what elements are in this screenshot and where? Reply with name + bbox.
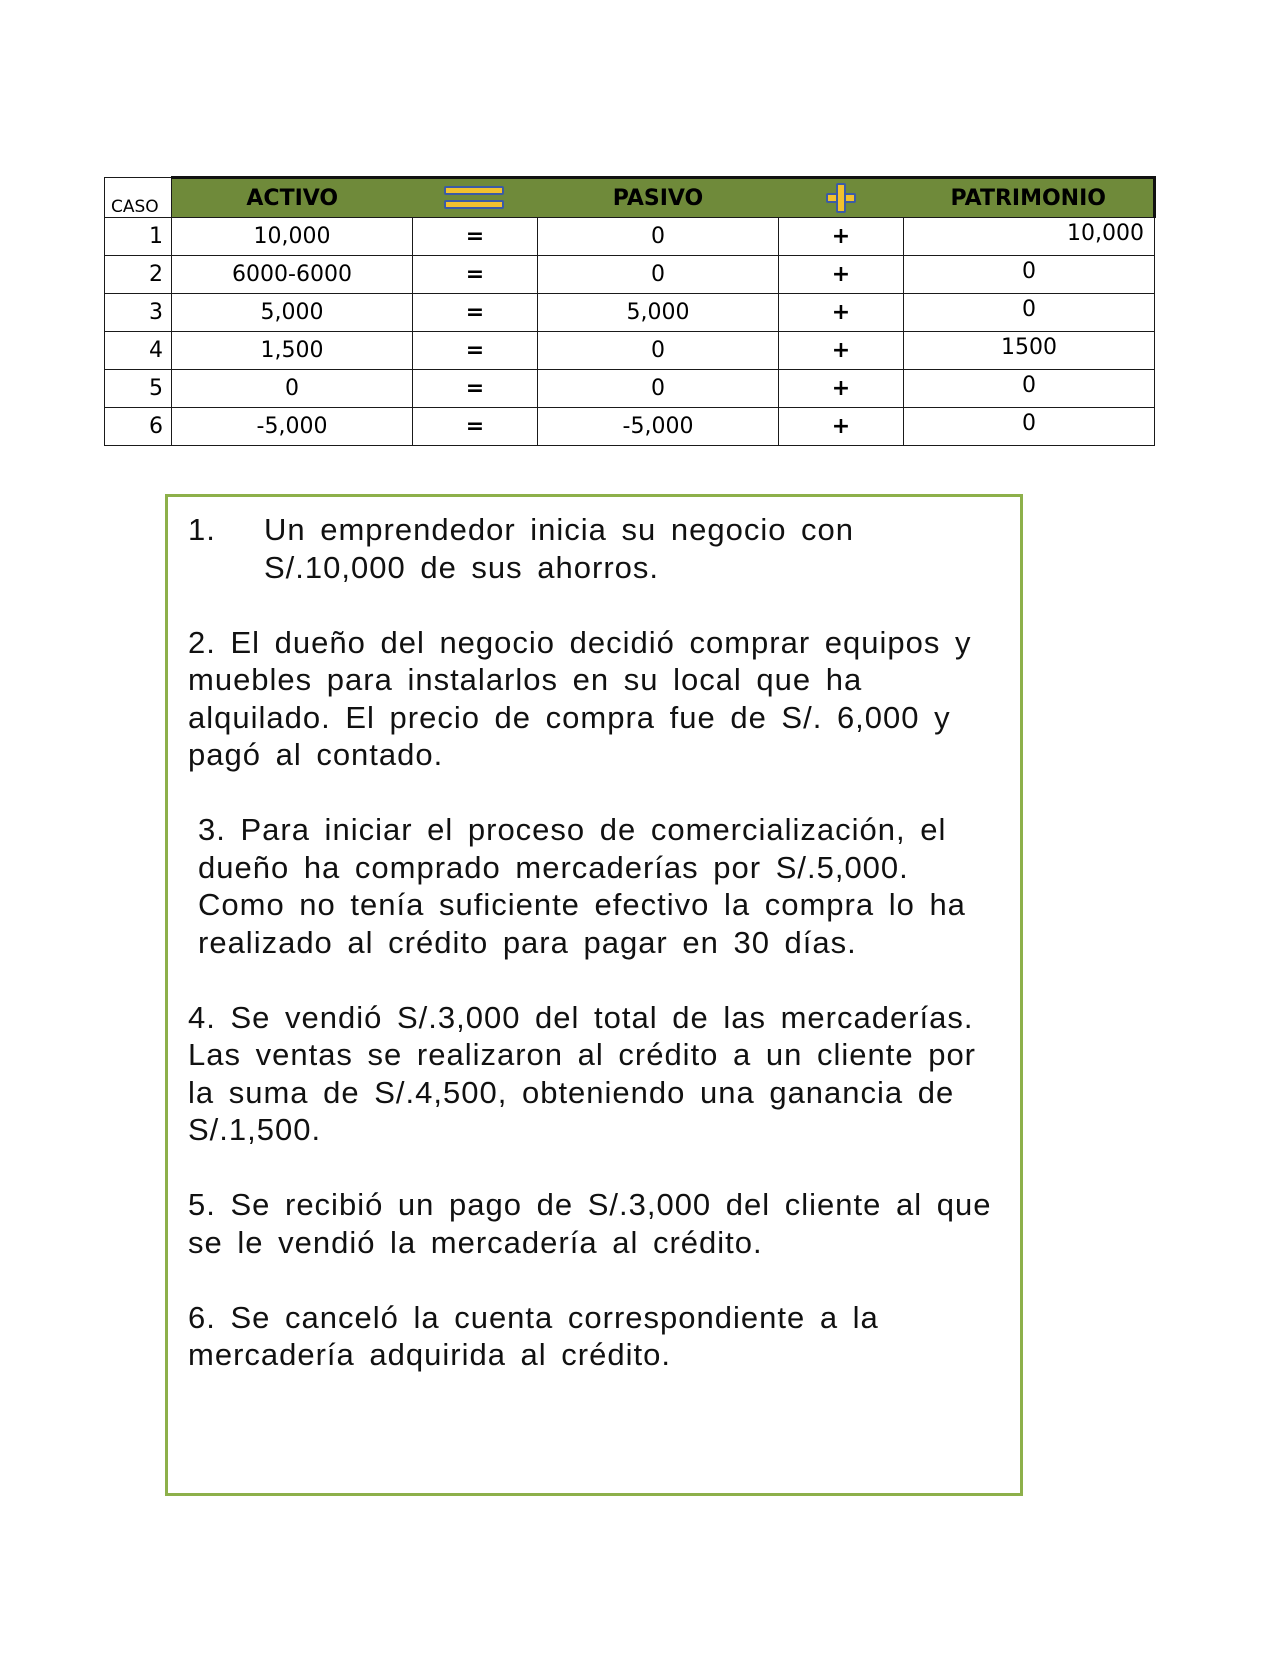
accounting-equation-table bbox=[104, 176, 1156, 446]
table-row bbox=[105, 408, 1155, 446]
header-patrimonio: PATRIMONIO bbox=[904, 178, 1155, 218]
header-equals bbox=[413, 178, 538, 218]
table-row bbox=[105, 294, 1155, 332]
header-activo: ACTIVO bbox=[172, 178, 413, 218]
cell-caso: 3 bbox=[105, 294, 172, 332]
cell-pasivo: 0 bbox=[538, 218, 779, 256]
case-item: 2. El dueño del negocio decidió comprar equipos y muebles para instalarlos en su local que ha alquilado. El precio de compra fue de S/. 6,000 y pagó al contado. bbox=[188, 624, 972, 772]
plus-icon bbox=[826, 183, 856, 213]
cell-equals: = bbox=[413, 332, 538, 370]
cell-pasivo: -5,000 bbox=[538, 408, 779, 446]
cell-plus: + bbox=[779, 256, 904, 294]
cases-description-box bbox=[165, 494, 1023, 1496]
cell-plus: + bbox=[779, 332, 904, 370]
cell-equals: = bbox=[413, 370, 538, 408]
cell-patrimonio: 0 bbox=[904, 370, 1155, 408]
cell-pasivo: 0 bbox=[538, 370, 779, 408]
case-item: 3. Para iniciar el proceso de comercialización, el dueño ha comprado mercaderías por S/.5,000. Como no tenía suficiente efectivo la compra lo ha realizado al crédito para pagar en 30 días. bbox=[198, 812, 966, 960]
cell-equals: = bbox=[413, 256, 538, 294]
cell-equals: = bbox=[413, 408, 538, 446]
cell-equals: = bbox=[413, 218, 538, 256]
cell-caso: 6 bbox=[105, 408, 172, 446]
cell-patrimonio: 10,000 bbox=[904, 218, 1155, 256]
case-text: Un emprendedor inicia su negocio con S/.10,000 de sus ahorros. bbox=[264, 512, 855, 585]
header-caso: CASO bbox=[105, 178, 172, 218]
table-row bbox=[105, 332, 1155, 370]
cell-patrimonio: 0 bbox=[904, 294, 1155, 332]
cell-pasivo: 0 bbox=[538, 256, 779, 294]
cell-activo: 1,500 bbox=[172, 332, 413, 370]
cell-plus: + bbox=[779, 294, 904, 332]
cell-caso: 1 bbox=[105, 218, 172, 256]
cell-equals: = bbox=[413, 294, 538, 332]
header-pasivo: PASIVO bbox=[538, 178, 779, 218]
table-header-row bbox=[105, 178, 1155, 218]
cell-patrimonio: 1500 bbox=[904, 332, 1155, 370]
cell-activo: 10,000 bbox=[172, 218, 413, 256]
case-item bbox=[188, 511, 1000, 586]
cell-patrimonio: 0 bbox=[904, 408, 1155, 446]
cell-activo: -5,000 bbox=[172, 408, 413, 446]
cell-pasivo: 0 bbox=[538, 332, 779, 370]
header-plus bbox=[779, 178, 904, 218]
cell-plus: + bbox=[779, 218, 904, 256]
case-item: 6. Se canceló la cuenta correspondiente a la mercadería adquirida al crédito. bbox=[188, 1299, 879, 1372]
table-row bbox=[105, 218, 1155, 256]
case-item: 5. Se recibió un pago de S/.3,000 del cliente al que se le vendió la mercadería al crédito. bbox=[188, 1187, 992, 1260]
cell-pasivo: 5,000 bbox=[538, 294, 779, 332]
table-row bbox=[105, 370, 1155, 408]
equals-icon bbox=[444, 184, 506, 212]
cell-plus: + bbox=[779, 408, 904, 446]
cell-activo: 5,000 bbox=[172, 294, 413, 332]
cell-caso: 4 bbox=[105, 332, 172, 370]
case-item: 4. Se vendió S/.3,000 del total de las mercaderías. Las ventas se realizaron al crédito a un cliente por la suma de S/.4,500, obteniendo una ganancia de S/.1,500. bbox=[188, 999, 977, 1147]
cell-caso: 2 bbox=[105, 256, 172, 294]
cell-activo: 0 bbox=[172, 370, 413, 408]
cell-patrimonio: 0 bbox=[904, 256, 1155, 294]
table-row bbox=[105, 256, 1155, 294]
cell-plus: + bbox=[779, 370, 904, 408]
cell-activo: 6000-6000 bbox=[172, 256, 413, 294]
case-number: 1. bbox=[188, 512, 216, 547]
cell-caso: 5 bbox=[105, 370, 172, 408]
